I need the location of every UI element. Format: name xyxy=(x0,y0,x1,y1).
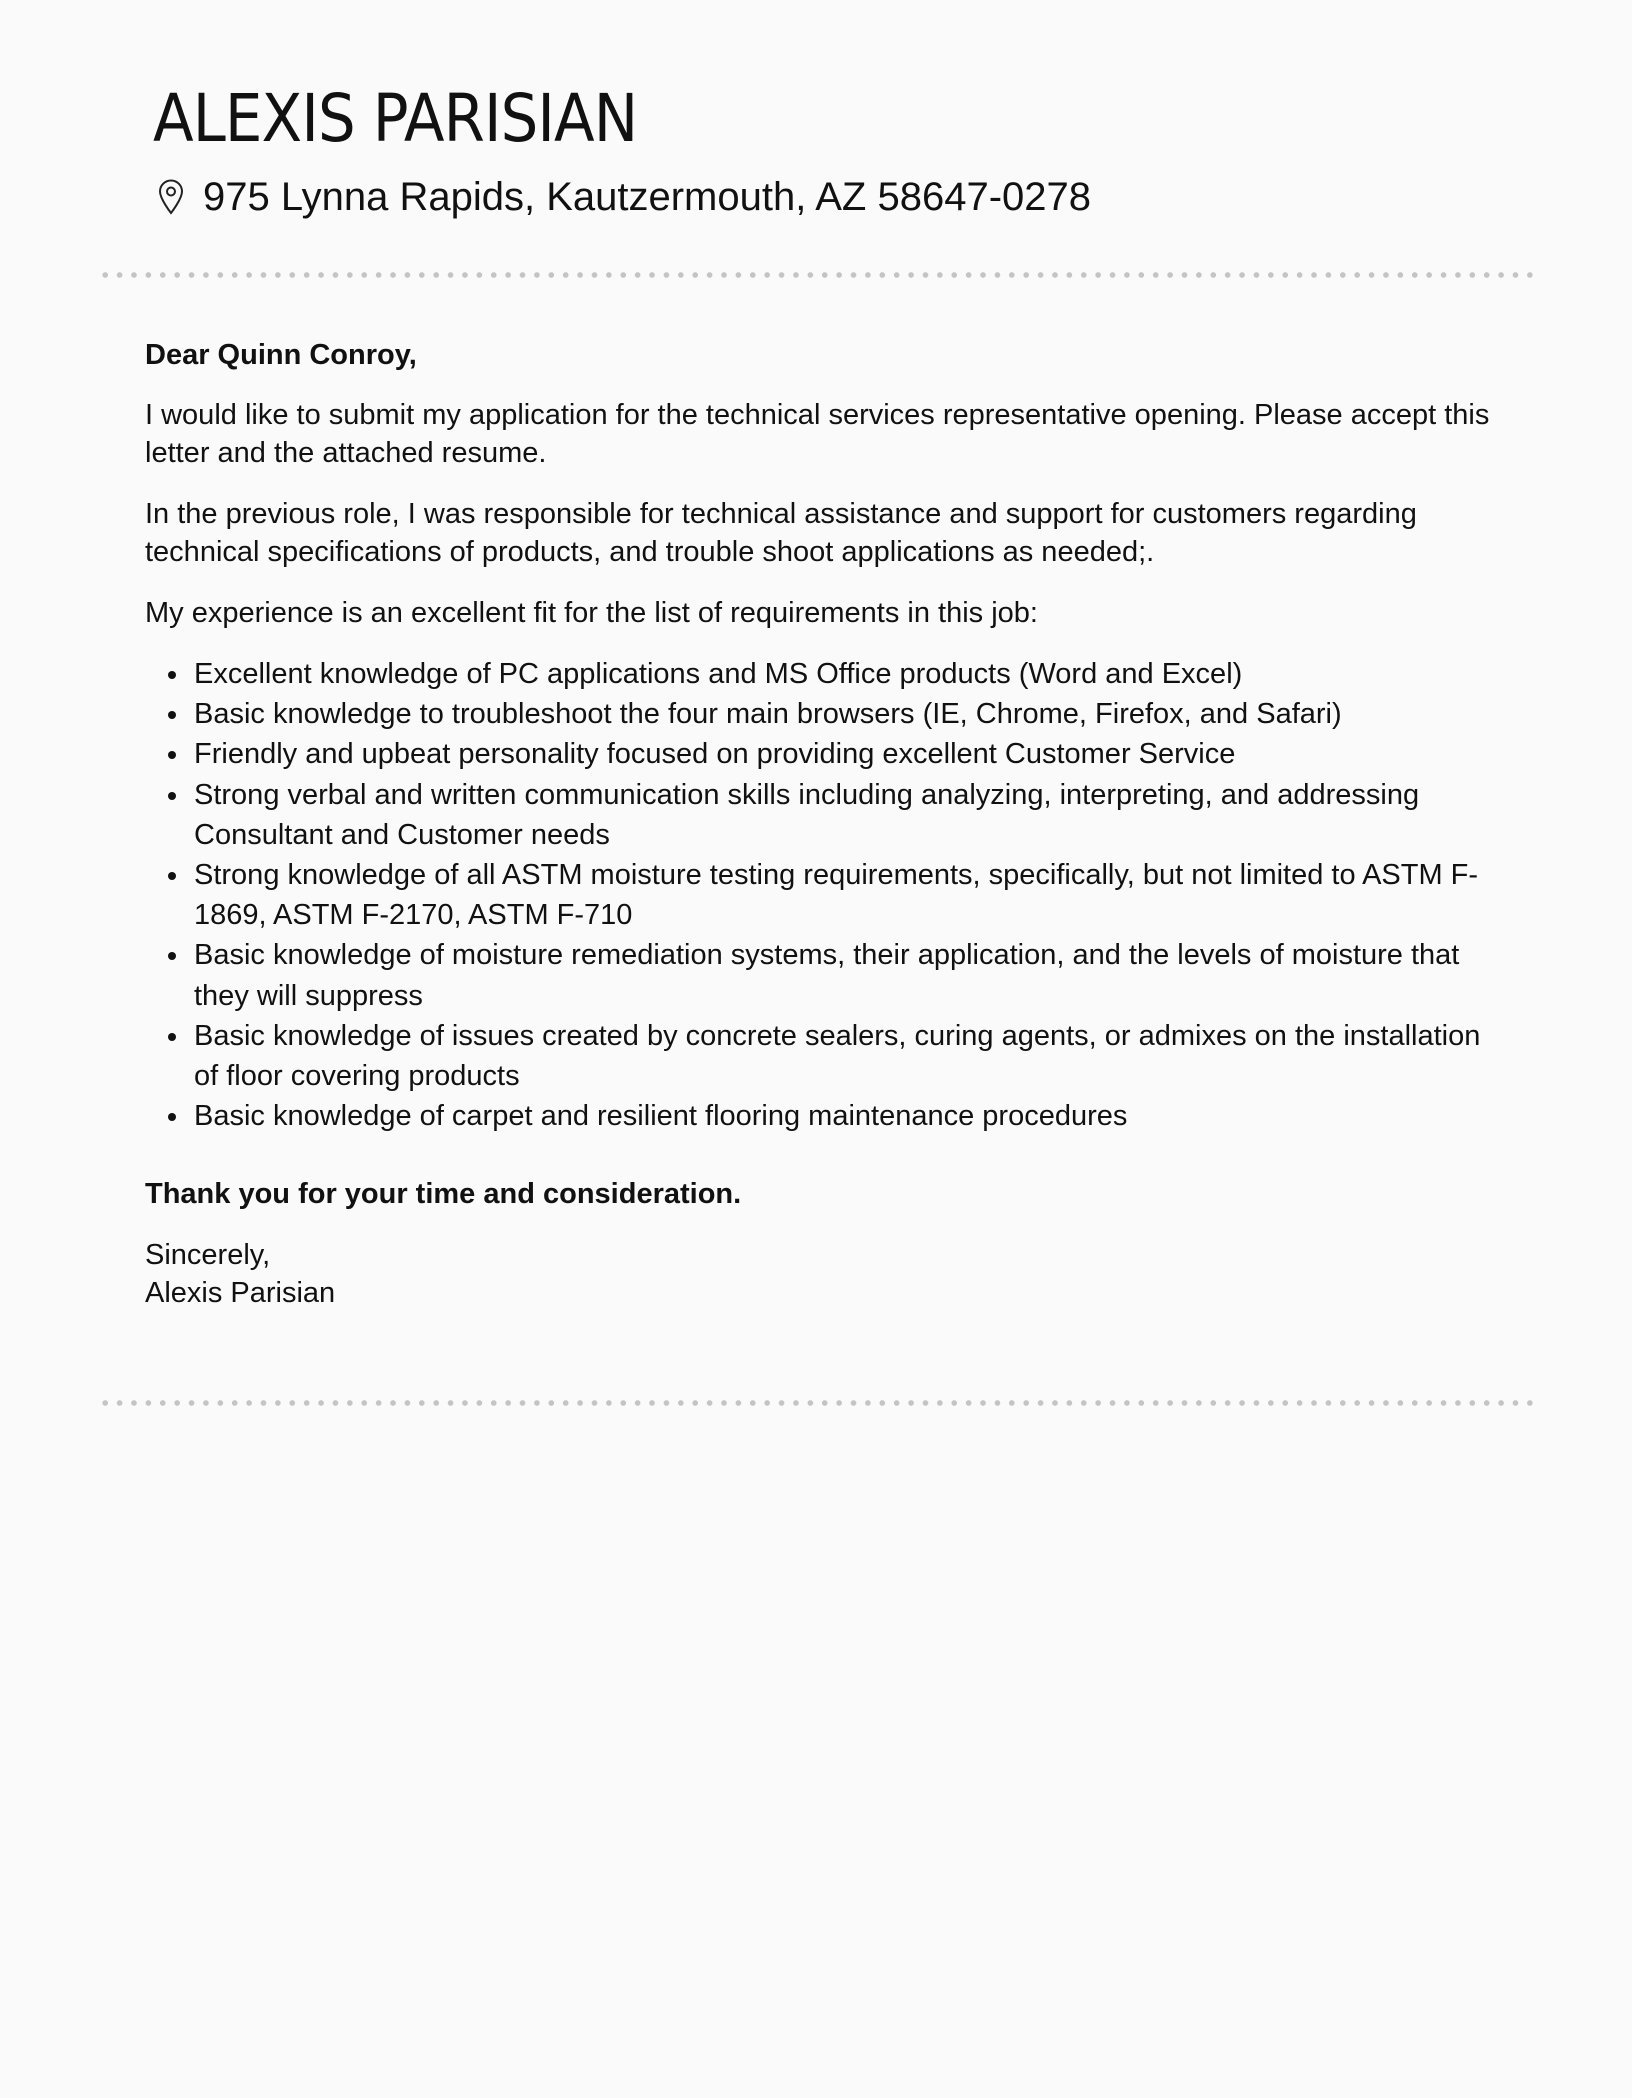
map-pin-icon xyxy=(157,179,185,215)
letter-body xyxy=(145,336,1505,1313)
address-row xyxy=(153,172,1503,222)
list-item: Excellent knowledge of PC applications and MS Office products (Word and Excel) xyxy=(194,654,1505,694)
list-item: Basic knowledge of issues created by concrete sealers, curing agents, or admixes on the installation of floor covering products xyxy=(194,1016,1505,1096)
list-item: Strong verbal and written communication skills including analyzing, interpreting, and addressing Consultant and Customer needs xyxy=(194,775,1505,855)
paragraph-intro: I would like to submit my application for the technical services representative opening. Please accept this letter and the attached resume. xyxy=(145,398,1490,469)
greeting: Dear Quinn Conroy, xyxy=(145,339,417,371)
paragraph-experience: My experience is an excellent fit for the list of requirements in this job: xyxy=(145,596,1038,629)
signature-name: Alexis Parisian xyxy=(145,1277,336,1310)
paragraph-previous-role: In the previous role, I was responsible for technical assistance and support for customers regarding technical specifications of products, and trouble shoot applications as needed;. xyxy=(145,497,1417,568)
list-item: Basic knowledge of moisture remediation systems, their application, and the levels of moisture that they will suppress xyxy=(194,935,1505,1015)
applicant-address: 975 Lynna Rapids, Kautzermouth, AZ 58647-0278 xyxy=(203,175,1092,219)
signoff: Sincerely, xyxy=(145,1238,271,1271)
list-item: Basic knowledge of carpet and resilient flooring maintenance procedures xyxy=(194,1096,1505,1136)
list-item: Friendly and upbeat personality focused on providing excellent Customer Service xyxy=(194,734,1505,774)
applicant-name: ALEXIS PARISIAN xyxy=(153,80,638,157)
bottom-dotted-divider xyxy=(98,1400,1534,1406)
closing-line: Thank you for your time and consideration. xyxy=(145,1178,742,1211)
list-item: Basic knowledge to troubleshoot the four main browsers (IE, Chrome, Firefox, and Safari) xyxy=(194,694,1505,734)
letter-header xyxy=(153,78,1503,222)
requirements-list xyxy=(145,654,1505,1136)
top-dotted-divider xyxy=(98,272,1534,278)
list-item: Strong knowledge of all ASTM moisture testing requirements, specifically, but not limited to ASTM F-1869, ASTM F-2170, ASTM F-710 xyxy=(194,855,1505,935)
